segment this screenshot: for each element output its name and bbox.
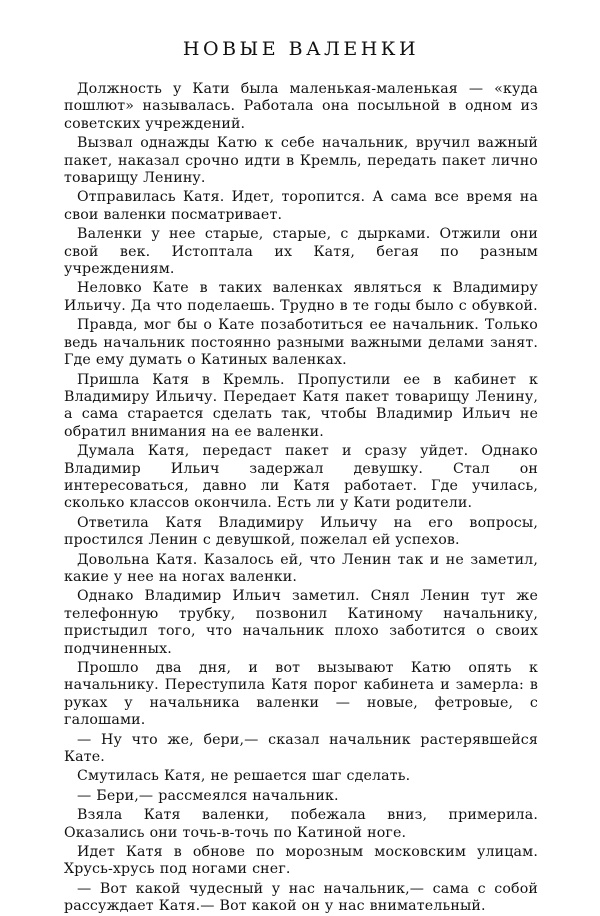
paragraph-18: — Вот какой чудесный у нас начальник,— сама с собой рассуждает Катя.— Вот какой он у нас внимательный. [64,880,538,915]
paragraph-16: Взяла Катя валенки, побежала вниз, примерила. Оказались они точь-в-точь по Катиной ноге. [64,807,538,841]
paragraph-3: Отправилась Катя. Идет, торопится. А сама все время на свои валенки посматривает. [64,189,538,223]
paragraph-13: — Ну что же, бери,— сказал начальник растерявшейся Кате. [64,731,538,766]
paragraph-8: Думала Катя, передаст пакет и сразу уйдет. Однако Владимир Ильич задержал девушку. Стал он интересоваться, давно ли Катя работает. Где училась, сколько классов окончила. Есть ли у Кати родители. [64,443,538,512]
paragraph-14: Смутилась Катя, не решается шаг сделать. [77,768,411,785]
paragraph-17: Идет Катя в обнове по морозным московским улицам. Хрусь-хрусь под ногами снег. [64,844,538,878]
paragraph-12: Прошло два дня, и вот вызывают Катю опять к начальнику. Переступила Катя порог кабинета и замерла: в руках у начальника валенки — новые, фетровые, с галошами. [64,660,538,729]
paragraph-4: Валенки у нее старые, старые, с дырками. Отжили они свой век. Истоптала их Катя, бегая по разным учреждениям. [64,226,538,278]
paragraph-15: — Бери,— рассмеялся начальник. [77,787,339,804]
paragraph-9: Ответила Катя Владимиру Ильичу на его вопросы, простился Ленин с девушкой, пожелал ей успехов. [64,514,538,549]
paragraph-1: Должность у Кати была маленькая-маленькая — «куда пошлют» называлась. Работала она посыльной в одном из советских учреждений. [64,81,538,132]
paragraph-7: Пришла Катя в Кремль. Пропустили ее в кабинет к Владимиру Ильичу. Передает Катя пакет товарищу Ленину, а сама старается сделать так, чтобы Владимир Ильич не обратил внимания на ее валенки. [64,371,538,440]
document-page [64,36,538,916]
paragraph-11: Однако Владимир Ильич заметил. Снял Ленин тут же телефонную трубку, позвонил Катиному начальнику, пристыдил того, что начальник плохо заботится о своих подчиненных. [64,588,538,657]
paragraph-2: Вызвал однажды Катю к себе начальник, вручил важный пакет, наказал срочно идти в Кремль, передать пакет лично товарищу Ленину. [64,135,538,187]
paragraph-6: Правда, мог бы о Кате позаботиться ее начальник. Только ведь начальник постоянно разными важными делами занят. Где ему думать о Катиных валенках. [64,317,538,369]
paragraph-5: Неловко Кате в таких валенках являться к Владимиру Ильичу. Да что поделаешь. Трудно в те годы было с обувкой. [64,280,538,314]
story-title: НОВЫЕ ВАЛЕНКИ [182,38,420,60]
paragraph-10: Довольна Катя. Казалось ей, что Ленин так и не заметил, какие у нее на ногах валенки. [64,551,538,585]
